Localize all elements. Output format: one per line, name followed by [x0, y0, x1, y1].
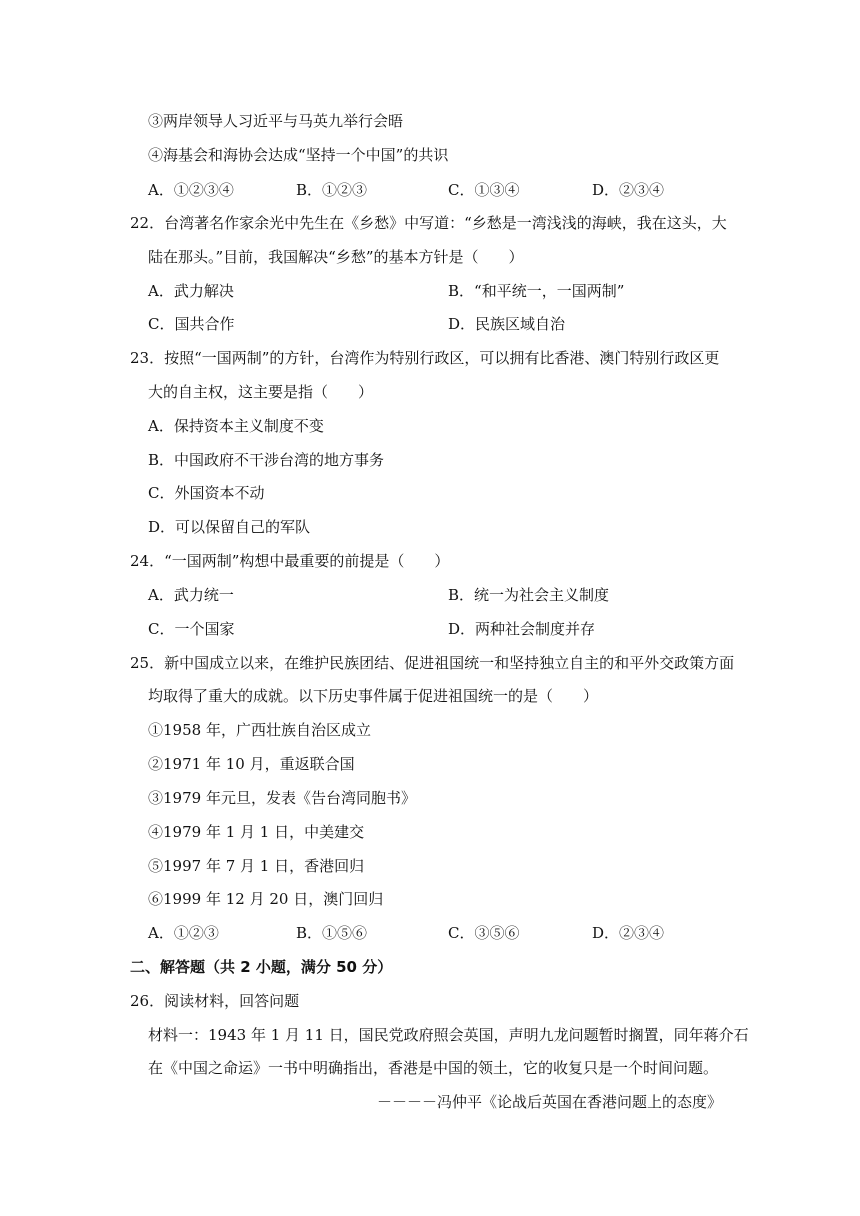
section-heading: 二、解答题（共 2 小题，满分 50 分）	[130, 958, 393, 976]
q21-option-c: C．①③④	[448, 181, 520, 199]
q25-option-b: B．①⑤⑥	[296, 924, 368, 942]
q24-option-a: A．武力统一	[148, 586, 234, 604]
q23-stem-line-2: 大的自主权，这主要是指（ ）	[148, 383, 374, 401]
q23-option-a: A．保持资本主义制度不变	[148, 417, 324, 435]
q23-option-d: D．可以保留自己的军队	[148, 518, 311, 536]
q25-stem-line-1: 25．新中国成立以来，在维护民族团结、促进祖国统一和坚持独立自主的和平外交政策方面	[130, 654, 735, 672]
q25-item-1: ①1958 年，广西壮族自治区成立	[148, 721, 371, 739]
q22-option-a: A．武力解决	[148, 282, 234, 300]
q25-stem-line-2: 均取得了重大的成就。以下历史事件属于促进祖国统一的是（ ）	[148, 687, 599, 705]
q25-item-6: ⑥1999 年 12 月 20 日，澳门回归	[148, 890, 384, 908]
q21-option-a: A．①②③④	[148, 181, 234, 199]
q26-material-1-line-2: 在《中国之命运》一书中明确指出，香港是中国的领土，它的收复只是一个时间问题。	[148, 1059, 719, 1077]
q23-stem-line-1: 23．按照“一国两制”的方针，台湾作为特别行政区，可以拥有比香港、澳门特别行政区更	[130, 349, 720, 367]
q22-option-d: D．民族区域自治	[448, 315, 566, 333]
q26-material-source: －－－－冯仲平《论战后英国在香港问题上的态度》	[376, 1093, 722, 1111]
q23-option-c: C．外国资本不动	[148, 484, 265, 502]
q24-stem: 24．“一国两制”构想中最重要的前提是（ ）	[130, 552, 450, 570]
q25-option-d: D．②③④	[592, 924, 665, 942]
q25-option-a: A．①②③	[148, 924, 219, 942]
q25-option-c: C．③⑤⑥	[448, 924, 520, 942]
q21-option-b: B．①②③	[296, 181, 368, 199]
q25-item-4: ④1979 年 1 月 1 日，中美建交	[148, 823, 365, 841]
q25-item-3: ③1979 年元旦，发表《告台湾同胞书》	[148, 789, 416, 807]
q25-item-5: ⑤1997 年 7 月 1 日，香港回归	[148, 857, 365, 875]
q26-stem: 26．阅读材料，回答问题	[130, 992, 300, 1010]
q21-item-3: ③两岸领导人习近平与马英九举行会晤	[148, 112, 404, 130]
q23-option-b: B．中国政府不干涉台湾的地方事务	[148, 451, 385, 469]
q22-option-b: B．“和平统一，一国两制”	[448, 282, 625, 300]
q22-stem-line-1: 22．台湾著名作家余光中先生在《乡愁》中写道：“乡愁是一湾浅浅的海峡，我在这头，大	[130, 214, 727, 232]
q26-material-1-line-1: 材料一：1943 年 1 月 11 日，国民党政府照会英国，声明九龙问题暂时搁置，同年蒋介石	[148, 1026, 749, 1044]
q25-item-2: ②1971 年 10 月，重返联合国	[148, 755, 355, 773]
q22-stem-line-2: 陆在那头。”目前，我国解决“乡愁”的基本方针是（ ）	[148, 248, 524, 266]
q24-option-d: D．两种社会制度并存	[448, 620, 596, 638]
q24-option-c: C．一个国家	[148, 620, 235, 638]
q21-option-d: D．②③④	[592, 181, 665, 199]
q22-option-c: C．国共合作	[148, 315, 235, 333]
q21-item-4: ④海基会和海协会达成“坚持一个中国”的共识	[148, 146, 449, 164]
q24-option-b: B．统一为社会主义制度	[448, 586, 610, 604]
